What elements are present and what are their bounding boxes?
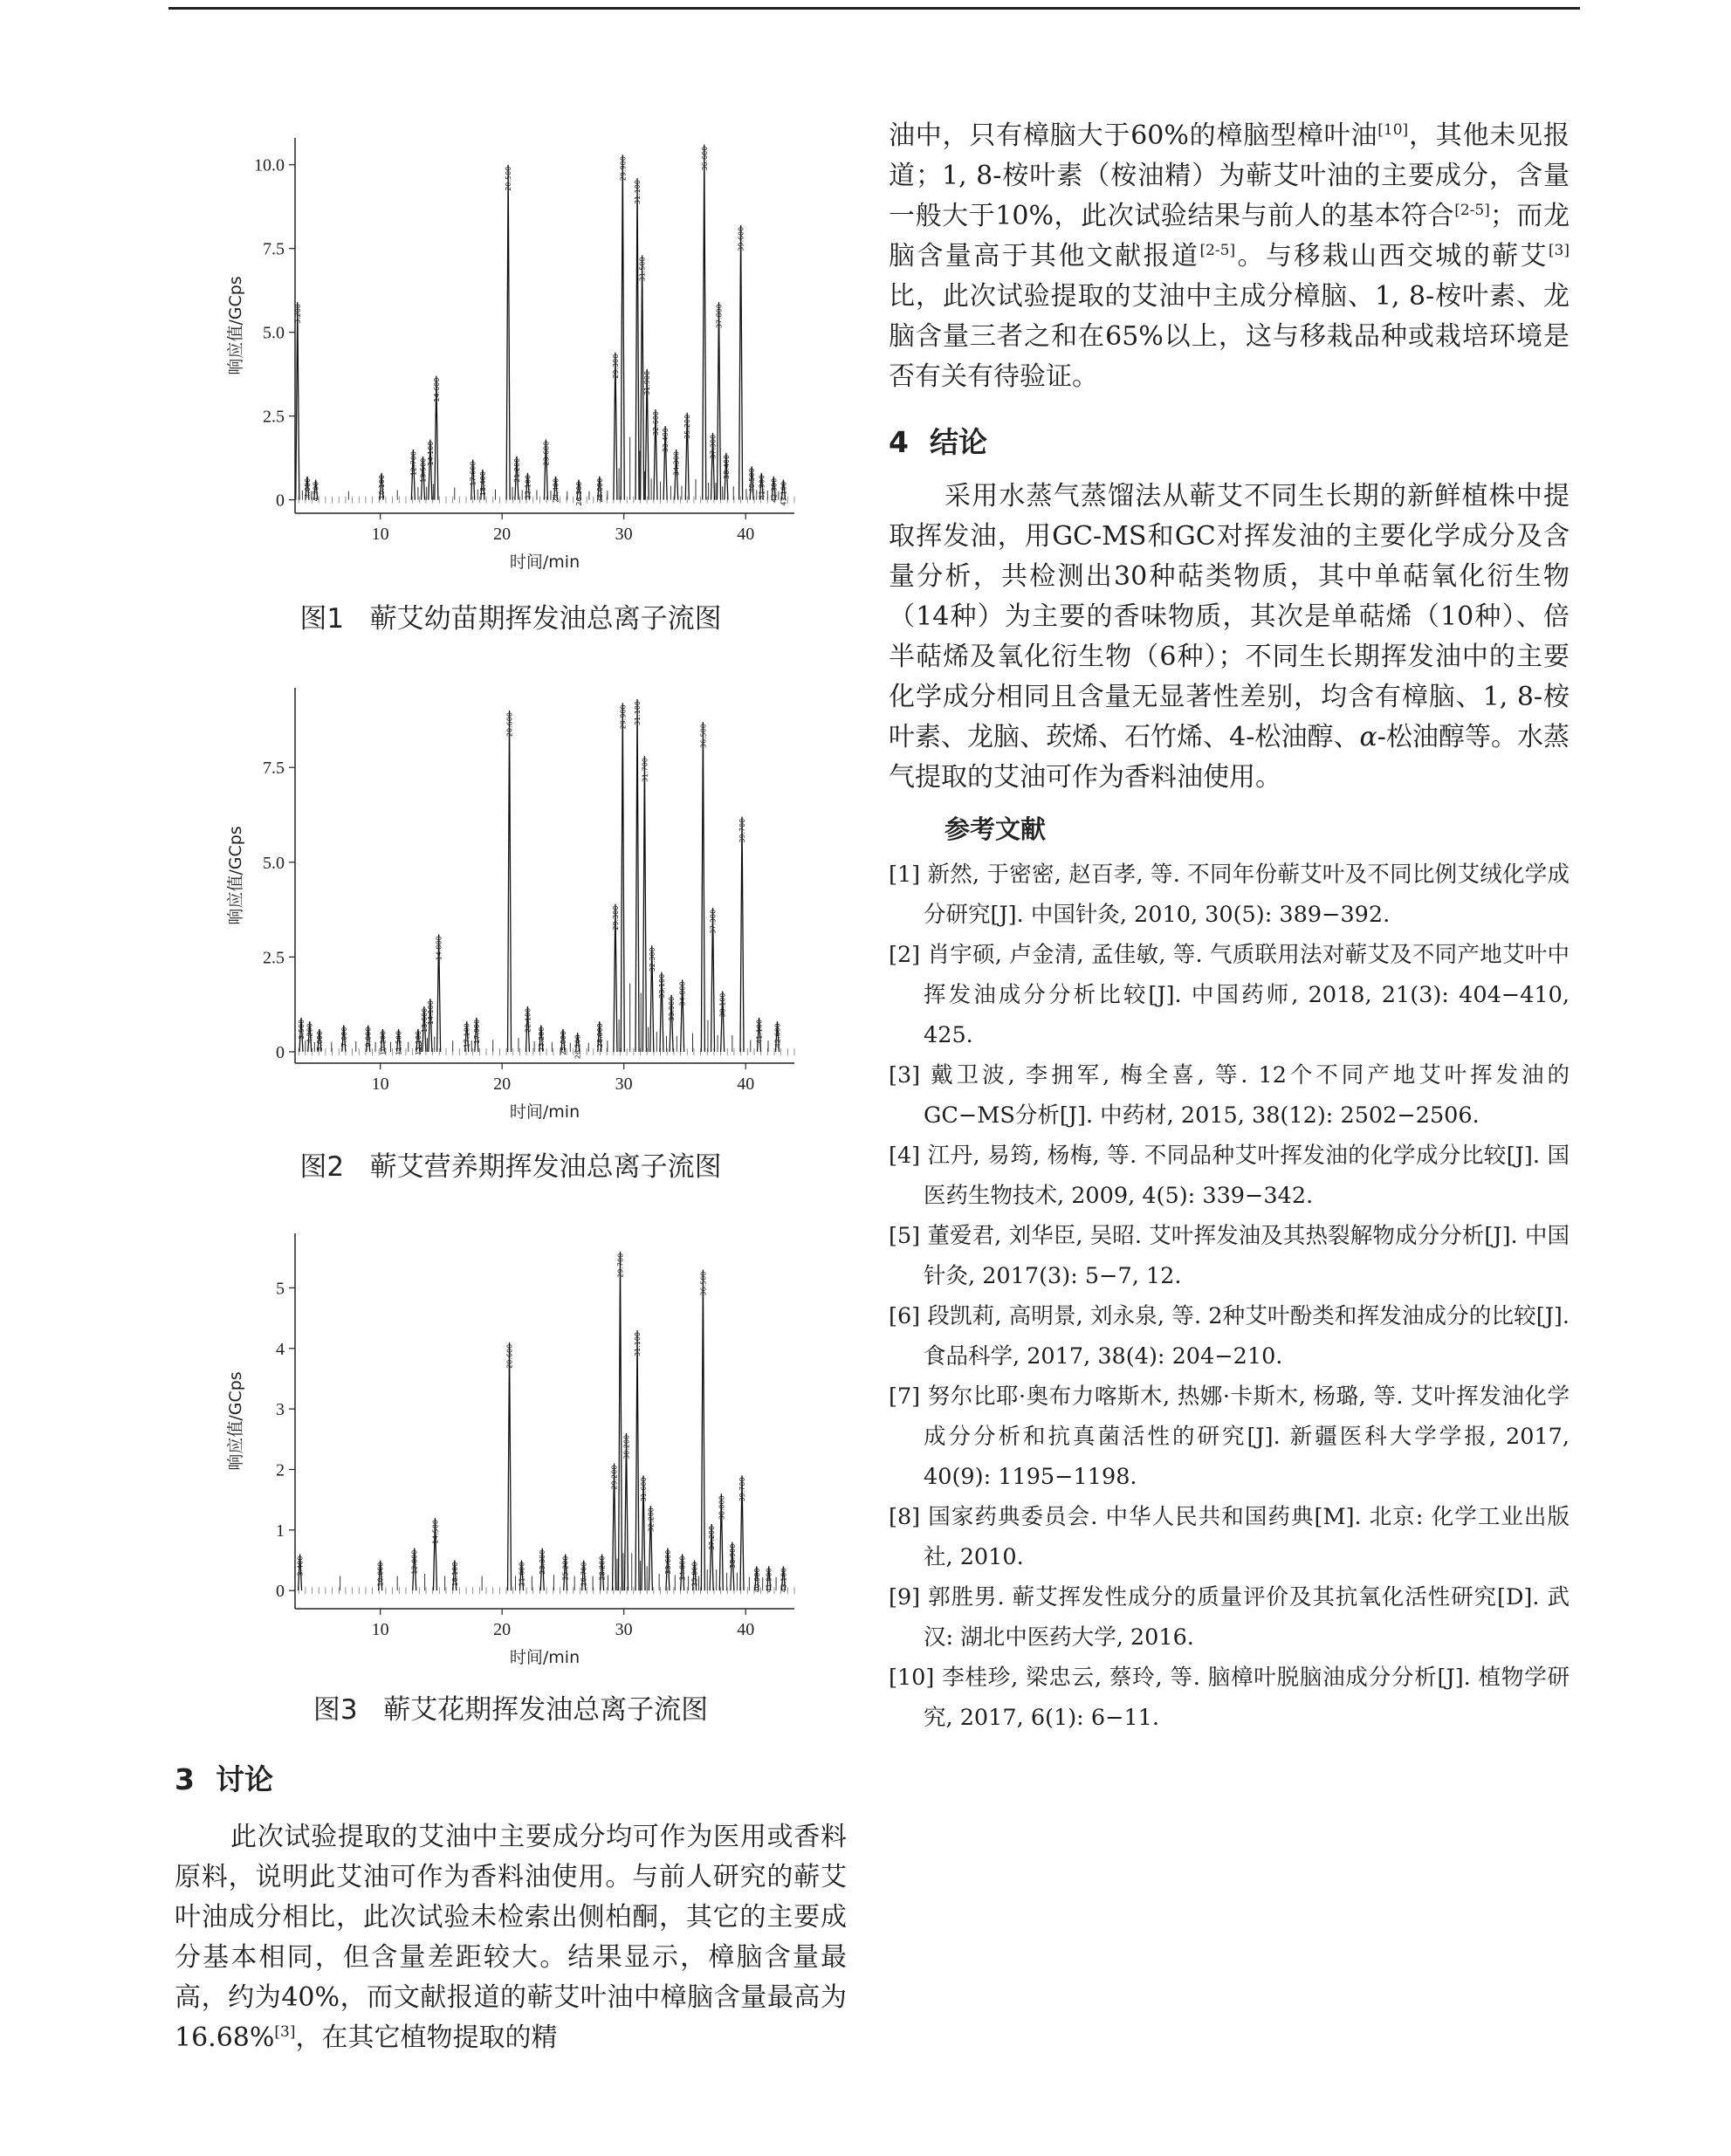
peak-label: 3.200 [293, 304, 302, 325]
chromatogram-svg-2 [218, 672, 812, 1135]
peak-label: 21.600 [518, 1562, 526, 1587]
right-column [889, 116, 1570, 1738]
peak-label: 12.700 [409, 451, 418, 477]
peak-label: 33.900 [668, 996, 677, 1021]
peak-label: 29.200 [610, 1465, 619, 1490]
discussion-title: 讨论 [215, 1762, 273, 1796]
peak-label: 37.300 [709, 909, 718, 934]
chromatogram-peak [621, 703, 624, 1052]
references-list [889, 855, 1570, 1738]
chromatogram-peak [505, 165, 513, 500]
chromatogram-svg-3 [218, 1218, 812, 1680]
peak-label: 38.900 [728, 1543, 737, 1569]
x-tick-label: 10 [371, 1075, 389, 1094]
peak-label: 17.600 [469, 461, 477, 486]
figure-1-title: 蕲艾幼苗期挥发油总离子流图 [369, 603, 722, 635]
peak-label: 29.900 [619, 704, 628, 730]
y-axis-label: 响应值/GCps [226, 276, 245, 375]
figure-2-caption [175, 1144, 847, 1184]
reference-item: [1] 新然, 于密密, 赵百孝, 等. 不同年份蕲艾叶及不同比例艾绒化学成分研究[J]. 中国针灸, 2010, 30(5): 389−392. [889, 862, 1570, 928]
y-tick-label: 2 [276, 1460, 285, 1480]
y-tick-label: 2.5 [263, 948, 285, 968]
peak-label: 4.200 [306, 1023, 314, 1044]
citation: [2-5] [1454, 202, 1490, 219]
peak-label: 31.600 [640, 1477, 649, 1502]
reference-item: [5] 董爱君, 刘华臣, 吴昭. 艾叶挥发油及其热裂解物成分分析[J]. 中国针灸, 2017(3): 5−7, 12. [889, 1223, 1570, 1289]
peak-label: 28.200 [598, 1555, 607, 1581]
peak-label: 30.200 [622, 1434, 631, 1459]
x-tick-label: 40 [737, 525, 755, 544]
y-axis-label: 响应值/GCps [226, 826, 245, 925]
peak-label: 14.100 [426, 441, 435, 466]
reference-item: [9] 郭胜男. 蕲艾挥发性成分的质量评价及其抗氧化活性研究[D]. 武汉: 湖北中医药大学, 2016. [889, 1584, 1570, 1651]
peak-label: 31.100 [634, 1331, 642, 1356]
citation: [3] [1548, 242, 1570, 259]
reference-item: [3] 戴卫波, 李拥军, 梅全喜, 等. 12个不同产地艾叶挥发油的GC−MS分析[J]. 中药材, 2015, 38(12): 2502−2506. [889, 1062, 1570, 1129]
citation: [2-5] [1199, 242, 1236, 259]
chromatogram-peak [635, 699, 639, 1052]
peak-label: 31.700 [641, 758, 649, 783]
discussion-text: ；而龙脑含量高于其他文献报道 [889, 201, 1570, 271]
x-axis-label: 时间/min [509, 1102, 580, 1122]
peak-label: 10.200 [379, 1030, 388, 1055]
peak-label: 37.800 [715, 304, 724, 329]
peak-label: 36.500 [699, 724, 708, 749]
x-axis-label: 时间/min [509, 1648, 580, 1667]
chromatogram-figure-2 [218, 672, 812, 1135]
y-tick-label: 10.0 [254, 155, 285, 175]
y-tick-label: 0 [276, 1582, 285, 1602]
discussion-text: ，在其它植物提取的精 [295, 2022, 558, 2053]
peak-label: 41.300 [758, 474, 766, 499]
figure-2-title: 蕲艾营养期挥发油总离子流图 [369, 1151, 722, 1183]
reference-item: [6] 段凯莉, 高明景, 刘永泉, 等. 2种艾叶酚类和挥发油成分的比较[J]. 食品科学, 2017, 38(4): 204−210. [889, 1303, 1570, 1370]
peak-label: 38.000 [718, 1495, 726, 1521]
peak-label: 39.700 [738, 818, 747, 843]
discussion-text: 油中，只有樟脑大于60%的樟脑型樟叶油 [889, 120, 1378, 151]
discussion-text: 。与移栽山西交城的蕲艾 [1235, 241, 1549, 271]
alpha-symbol: α [1359, 722, 1377, 752]
x-tick-label: 20 [493, 1075, 512, 1094]
y-tick-label: 5.0 [263, 323, 285, 343]
peak-label: 40.500 [748, 468, 757, 493]
conclusion-title: 结论 [929, 425, 987, 459]
y-tick-label: 7.5 [263, 759, 285, 779]
peak-label: 14.500 [431, 1519, 440, 1544]
figure-2-number: 图2 [299, 1151, 345, 1183]
peak-label: 39.600 [737, 226, 745, 251]
chromatogram-peak [701, 1270, 704, 1591]
peak-label: 24.400 [552, 477, 560, 503]
peak-label: 14.600 [432, 377, 441, 402]
x-tick-label: 10 [371, 525, 389, 544]
peak-label: 20.500 [505, 166, 513, 191]
peak-label: 13.100 [414, 1030, 422, 1055]
peak-label: 29.300 [611, 354, 620, 379]
discussion-section [175, 1757, 847, 2058]
peak-label: 37.300 [709, 434, 718, 459]
citation: [3] [274, 2023, 296, 2041]
discussion-paragraph-continued [889, 116, 1570, 397]
peak-label: 42.300 [770, 477, 779, 503]
peak-label: 23.600 [542, 441, 551, 466]
peak-label: 35.200 [683, 414, 692, 439]
peak-label: 31.900 [643, 370, 652, 395]
references-section [889, 810, 1570, 1738]
discussion-number: 3 [175, 1762, 195, 1796]
peak-label: 43.100 [780, 481, 788, 506]
peak-label: 22.100 [524, 474, 532, 499]
citation: [10] [1377, 121, 1409, 139]
x-tick-label: 20 [493, 1620, 512, 1639]
reference-item: [8] 国家药典委员会. 中华人民共和国药典[M]. 北京: 化学工业出版社, 2010. [889, 1504, 1570, 1570]
peak-label: 4.000 [303, 477, 312, 498]
chromatogram-peak [703, 145, 706, 500]
chromatogram-peak [701, 722, 704, 1052]
x-axis-label: 时间/min [509, 553, 580, 572]
peak-label: 4.700 [312, 481, 320, 502]
chromatogram-peak [621, 154, 624, 499]
y-tick-label: 1 [276, 1521, 285, 1541]
peak-label: 17.100 [463, 1023, 471, 1048]
x-tick-label: 30 [615, 1075, 633, 1094]
peak-label: 10.000 [376, 1562, 385, 1587]
peak-label: 29.300 [611, 905, 620, 930]
discussion-paragraph-1 [175, 1817, 847, 2058]
chromatogram-peak [642, 756, 646, 1052]
peak-label: 3.500 [297, 1019, 306, 1040]
peak-label: 26.700 [580, 1562, 588, 1587]
peak-label: 9.000 [364, 1027, 373, 1047]
chromatogram-figure-1 [218, 122, 812, 585]
peak-label: 37.200 [708, 1525, 717, 1550]
peak-label: 42.600 [773, 1023, 782, 1048]
peak-label: 12.800 [410, 1549, 419, 1575]
peak-label: 34.800 [678, 1555, 687, 1581]
y-tick-label: 7.5 [263, 239, 285, 259]
peak-label: 22.100 [524, 1007, 532, 1033]
peak-label: 36.600 [700, 146, 709, 171]
peak-label: 11.500 [395, 1030, 403, 1055]
peak-label: 23.200 [537, 1027, 546, 1052]
peak-label: 39.700 [738, 1477, 747, 1502]
peak-label: 31.500 [638, 257, 647, 282]
y-tick-label: 0 [276, 1042, 285, 1062]
peak-label: 5.000 [315, 1030, 324, 1051]
peak-label: 41.900 [765, 1568, 773, 1593]
peak-label: 13.500 [419, 457, 428, 483]
y-tick-label: 4 [276, 1339, 285, 1359]
reference-item: [10] 李桂珍, 梁忠云, 蔡玲, 等. 脑樟叶脱脑油成分分析[J]. 植物学研究, 2017, 6(1): 6−11. [889, 1665, 1570, 1731]
peak-label: 33.400 [662, 428, 670, 453]
peak-label: 32.600 [651, 410, 660, 436]
peak-label: 14.800 [435, 936, 443, 961]
x-tick-label: 30 [615, 1620, 633, 1639]
peak-label: 18.400 [478, 471, 487, 497]
peak-label: 20.600 [505, 712, 514, 738]
peak-label: 26.300 [575, 481, 584, 506]
peak-label: 20.600 [505, 1343, 514, 1369]
discussion-heading [175, 1757, 847, 1798]
references-title: 参考文献 [944, 814, 1047, 844]
x-tick-label: 40 [737, 1075, 755, 1094]
chromatogram-peak [296, 302, 299, 500]
peak-label: 21.200 [512, 457, 521, 483]
peak-label: 17.900 [472, 1019, 481, 1044]
peak-label: 36.500 [699, 1271, 708, 1296]
chromatogram-peak [718, 302, 721, 500]
discussion-text: ，其他未见报道；1, 8-桉叶素（桉油精）为蕲艾叶油的主要成分，含量一般大于10%，此次试验结果与前人的基本符合 [889, 120, 1570, 231]
peak-label: 16.100 [450, 1562, 459, 1587]
peak-label: 28.000 [595, 477, 604, 503]
figure-1-caption [175, 596, 847, 635]
y-tick-label: 0 [276, 491, 285, 511]
discussion-text: 此次试验提取的艾油中主要成分均可作为医用或香料原料，说明此艾油可作为香料油使用。与前人研究的蕲艾叶油成分相比，此次试验未检索出侧柏酮，其它的主要成分基本相同，但含量差距较大。结果显示，樟脑含量最高，约为40%，而文献报道的蕲艾叶油中樟脑含量最高为16.68% [175, 1822, 847, 2053]
peak-label: 31.100 [634, 701, 642, 726]
x-tick-label: 40 [737, 1620, 755, 1639]
peak-label: 40.900 [752, 1568, 761, 1593]
peak-label: 25.200 [561, 1555, 570, 1581]
header-rule [168, 7, 1580, 10]
peak-label: 41.100 [755, 1019, 764, 1044]
peak-label: 35.800 [690, 1562, 699, 1587]
peak-label: 3.400 [296, 1555, 305, 1576]
chromatogram-svg-1 [218, 122, 812, 585]
x-tick-label: 20 [493, 525, 512, 544]
peak-label: 29.900 [619, 156, 628, 182]
figure-3-number: 图3 [313, 1694, 358, 1726]
figure-3-caption [175, 1687, 847, 1727]
y-tick-label: 3 [276, 1400, 285, 1420]
chromatogram-peak [739, 225, 743, 500]
figure-1-number: 图1 [299, 603, 345, 635]
y-tick-label: 5 [276, 1279, 285, 1299]
peak-label: 13.600 [420, 1007, 429, 1033]
peak-label: 26.200 [574, 1034, 582, 1060]
y-tick-label: 5.0 [263, 853, 285, 873]
peak-label: 28.000 [595, 1023, 604, 1048]
reference-item: [4] 江丹, 易筠, 杨梅, 等. 不同品种艾叶挥发油的化学成分比较[J]. 国医药生物技术, 2009, 4(5): 339−342. [889, 1143, 1570, 1209]
chromatogram-figure-3 [218, 1218, 812, 1680]
chromatogram-peak [635, 178, 639, 500]
peak-label: 31.100 [634, 180, 642, 205]
reference-item: [7] 努尔比耶·奥布力喀斯木, 热娜·卡斯木, 杨璐, 等. 艾叶挥发油化学成分分析和抗真菌活性的研究[J]. 新疆医科大学学报, 2017, 40(9): 1195−1198. [889, 1384, 1570, 1490]
peak-label: 33.600 [663, 1549, 672, 1575]
conclusion-number: 4 [889, 425, 909, 459]
conclusion-paragraph [889, 477, 1570, 798]
conclusion-heading [889, 420, 1570, 461]
peak-label: 34.800 [678, 981, 687, 1006]
figure-3-title: 蕲艾花期挥发油总离子流图 [383, 1694, 709, 1726]
peak-label: 7.000 [340, 1027, 348, 1047]
peak-label: 38.100 [718, 992, 727, 1018]
peak-label: 32.300 [648, 947, 656, 972]
y-tick-label: 2.5 [263, 407, 285, 427]
peak-label: 32.200 [647, 1507, 656, 1533]
peak-label: 29.700 [616, 1253, 625, 1278]
x-tick-label: 30 [615, 525, 633, 544]
peak-label: 10.100 [378, 474, 387, 499]
x-tick-label: 10 [371, 1620, 389, 1639]
chromatogram-peak [635, 1330, 639, 1590]
conclusion-text: -松油醇等。水蒸气提取的艾油可作为香料油使用。 [889, 722, 1570, 793]
peak-label: 14.100 [426, 1000, 435, 1026]
peak-label: 23.300 [539, 1549, 547, 1575]
peak-label: 33.100 [657, 973, 666, 999]
peak-label: 25.000 [559, 1030, 567, 1055]
peak-label: 38.400 [722, 454, 731, 479]
peak-label: 43.100 [780, 1568, 788, 1593]
discussion-text: 比，此次试验提取的艾油中主成分樟脑、1, 8-桉叶素、龙脑含量三者之和在65%以上，这与移栽品种或栽培环境是否有关有待验证。 [889, 281, 1570, 392]
reference-item: [2] 肖宇硕, 卢金清, 孟佳敏, 等. 气质联用法对蕲艾及不同产地艾叶中挥发油成分分析比较[J]. 中国药师, 2018, 21(3): 404−410, 425. [889, 942, 1570, 1048]
y-axis-label: 响应值/GCps [226, 1371, 245, 1471]
peak-label: 34.300 [672, 451, 681, 477]
conclusion-text: 采用水蒸气蒸馏法从蕲艾不同生长期的新鲜植株中提取挥发油，用GC-MS和GC对挥发油的主要化学成分及含量分析，共检测出30种萜类物质，其中单萜氧化衍生物（14种）为主要的香味物质，其次是单萜烯（10种）、倍半萜烯及氧化衍生物（6种）；不同生长期挥发油中的主要化学成分相同且含量无显著性差别，均含有樟脑、1, 8-桉叶素、龙脑、莰烯、石竹烯、4-松油醇、 [889, 481, 1570, 752]
